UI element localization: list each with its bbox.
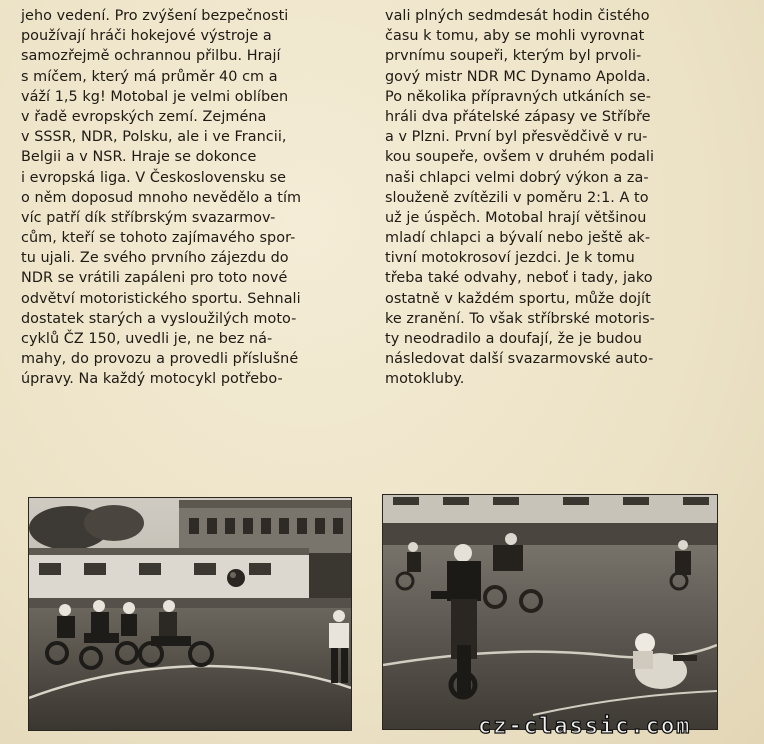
text-line: NDR se vrátili zapáleni pro toto nové [21,270,288,287]
text-line: času k tomu, aby se mohli vyrovnat [385,28,645,45]
text-line: a v Plzni. První byl přesvědčivě v ru- [385,129,648,146]
motoball-photo-right [382,494,718,730]
text-line: už je úspěch. Motobal hrají většinou [385,209,647,226]
text-line: Po několika přípravných utkáních se- [385,88,652,105]
text-line: víc patří dík stříbrským svazarmov- [21,209,276,226]
text-line: odvětví motoristického sportu. Sehnali [21,290,301,307]
text-line: jeho vedení. Pro zvýšení bezpečnosti [21,8,289,24]
text-line: samozřejmě ochrannou přilbu. Hrají [21,48,281,65]
text-line: slouženě zvítězili v poměru 2:1. A to [385,189,649,206]
text-line: mahy, do provozu a provedli příslušné [21,351,299,368]
article-right-column [385,6,725,390]
text-line: Belgii a v NSR. Hraje se dokonce [21,149,257,166]
text-line: prvnímu soupeři, kterým byl prvoli- [385,48,642,65]
text-line: ke zranění. To však stříbrské motoris- [385,310,655,327]
text-line: i evropská liga. V Československu se [21,169,287,186]
text-line: dostatek starých a vysloužilých moto- [21,310,297,327]
text-line: tu ujali. Ze svého prvního zájezdu do [21,250,289,267]
text-line: ostatně v každém sportu, může dojít [385,290,651,307]
text-line: naši chlapci velmi dobrý výkon a za- [385,169,649,186]
text-line: používají hráči hokejové výstroje a [21,28,272,45]
text-line: v řadě evropských zemí. Zejména [21,108,267,125]
text-line: kou soupeře, ovšem v druhém podali [385,149,655,166]
text-line: úpravy. Na každý motocykl potřebo- [21,371,283,388]
text-line: váží 1,5 kg! Motobal je velmi oblíben [21,88,289,105]
text-line: následovat další svazarmovské auto- [385,351,654,368]
text-line: motokluby. [385,371,465,388]
text-line: cům, kteří se tohoto zajímavého spor- [21,230,296,247]
text-line: vali plných sedmdesát hodin čistého [385,8,650,24]
text-line: mladí chlapci a bývalí nebo ještě ak- [385,230,651,247]
text-line: o něm doposud mnoho nevědělo a tím [21,189,302,206]
article-left-column [21,6,365,390]
text-line: s míčem, který má průměr 40 cm a [21,68,278,85]
text-line: hráli dva přátelské zápasy ve Stříbře [385,108,651,125]
text-line: v SSSR, NDR, Polsku, ale i ve Francii, [21,129,287,146]
text-line: ty neodradilo a doufají, že je budou [385,331,642,347]
text-line: třeba také odvahy, neboť i tady, jako [385,270,653,287]
text-line: gový mistr NDR MC Dynamo Apolda. [385,68,651,85]
text-line: tivní motokrosoví jezdci. Je k tomu [385,250,635,267]
watermark-text: cz-classic.com [478,714,692,739]
motoball-photo-left [28,497,352,731]
text-line: cyklů ČZ 150, uvedli je, ne bez ná- [21,331,273,347]
